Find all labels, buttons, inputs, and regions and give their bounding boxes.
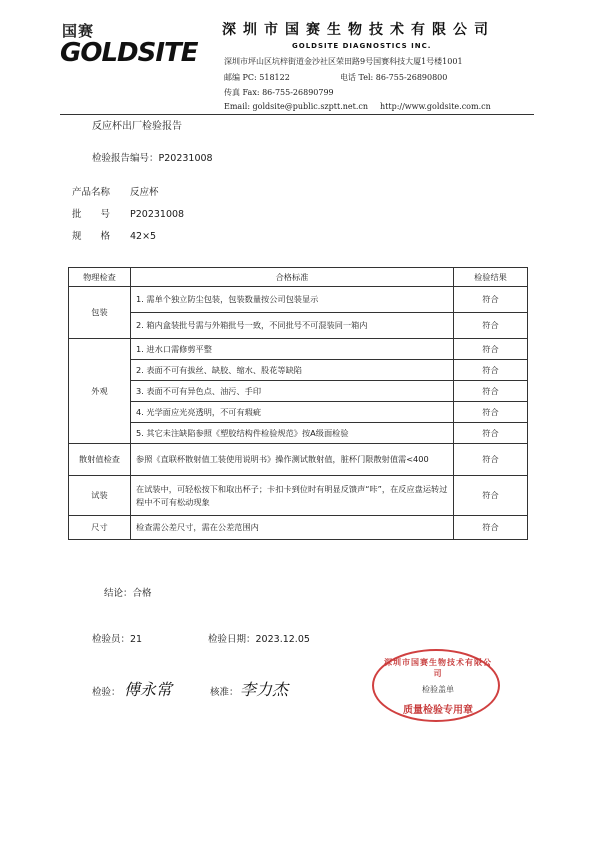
table-row	[69, 516, 528, 540]
company-name-cn: 深圳市国赛生物技术有限公司	[222, 22, 495, 38]
product-name-row	[72, 184, 159, 198]
spec-label: 规 格	[72, 231, 111, 242]
standard-cell: 1. 进水口需修剪平整	[131, 339, 454, 360]
inspector-label: 检验员：	[92, 634, 131, 645]
spec-row	[72, 228, 156, 242]
checker-label: 检验：	[92, 687, 121, 698]
product-name-value: 反应杯	[130, 187, 159, 198]
report-number-label: 检验报告编号：	[92, 153, 159, 164]
spec-value: 42×5	[130, 231, 157, 242]
company-name-en: GOLDSITE DIAGNOSTICS INC.	[292, 42, 432, 50]
standard-cell: 在试装中，可轻松按下和取出杯子；卡扣卡到位时有明显反馈声“咔”，在反应盘运转过程中不可有松动现象	[131, 476, 454, 516]
standard-cell: 检查需公差尺寸，需在公差范围内	[131, 516, 454, 540]
postcode: 邮编 PC: 518122	[224, 73, 290, 82]
result-cell: 符合	[454, 313, 528, 339]
table-row	[69, 339, 528, 360]
email: Email: goldsite@public.szptt.net.cn	[224, 102, 369, 111]
table-row	[69, 287, 528, 313]
checker-signature: 傅永常	[124, 680, 173, 699]
report-number-value: P20231008	[158, 153, 213, 164]
standard-cell: 2. 表面不可有拔丝、缺胶、缩水、股花等缺陷	[131, 360, 454, 381]
result-cell: 符合	[454, 402, 528, 423]
table-row	[69, 444, 528, 476]
table-row	[69, 402, 528, 423]
standard-cell: 2. 箱内盒装批号需与外箱批号一致，不同批号不可混装同一箱内	[131, 313, 454, 339]
category-cell: 外观	[69, 339, 131, 444]
category-cell: 试装	[69, 476, 131, 516]
result-cell: 符合	[454, 339, 528, 360]
result-cell: 符合	[454, 476, 528, 516]
result-cell: 符合	[454, 381, 528, 402]
table-row	[69, 360, 528, 381]
logo-en: GOLDSITE	[60, 38, 198, 68]
standard-cell: 4. 光学面应光亮透明，不可有瑕疵	[131, 402, 454, 423]
conclusion-label: 结论：	[104, 588, 133, 599]
date-value: 2023.12.05	[255, 634, 310, 645]
result-cell: 符合	[454, 287, 528, 313]
inspector-value: 21	[130, 634, 143, 645]
standard-cell: 5. 其它未注缺陷参照《塑胶结构件检验规范》按A级面检验	[131, 423, 454, 444]
batch-label: 批 号	[72, 209, 111, 220]
report-number	[92, 150, 213, 164]
seal-company: 深圳市国赛生物技术有限公司	[384, 658, 492, 678]
result-cell: 符合	[454, 444, 528, 476]
approver-signature: 李力杰	[240, 680, 289, 699]
product-name-label: 产品名称	[72, 187, 111, 198]
fax: 传真 Fax: 86-755-26890799	[224, 88, 334, 97]
table-row	[69, 423, 528, 444]
conclusion-value: 合格	[132, 588, 152, 599]
table-header-row	[69, 268, 528, 287]
company-address: 深圳市坪山区坑梓街道金沙社区荣田路9号国赛科技大厦1号楼1001	[224, 57, 463, 66]
conclusion	[104, 585, 152, 599]
standard-cell: 1. 需单个独立防尘包装，包装数量按公司包装显示	[131, 287, 454, 313]
phone: 电话 Tel: 86-755-26890800	[340, 73, 448, 82]
inspection-table	[68, 267, 528, 540]
seal-bottom-text: 质量检验专用章	[403, 705, 473, 716]
table-row	[69, 313, 528, 339]
batch-row	[72, 206, 184, 220]
website: http://www.goldsite.com.cn	[380, 102, 491, 111]
header-category: 物理检查	[69, 268, 131, 287]
table-row	[69, 476, 528, 516]
inspection-date	[208, 631, 310, 645]
standard-cell: 参照《直联杯散射值工装使用说明书》操作测试散射值，脏杯门限散射值需<400	[131, 444, 454, 476]
inspector	[92, 631, 142, 645]
approver-label: 核准：	[210, 687, 239, 698]
result-cell: 符合	[454, 516, 528, 540]
report-title: 反应杯出厂检验报告	[92, 121, 182, 132]
header-result: 检验结果	[454, 268, 528, 287]
category-cell: 包装	[69, 287, 131, 339]
category-cell: 尺寸	[69, 516, 131, 540]
category-cell: 散射值检查	[69, 444, 131, 476]
logo-cn: 国赛	[62, 22, 95, 40]
header-standard: 合格标准	[131, 268, 454, 287]
batch-value: P20231008	[130, 209, 185, 220]
quality-seal	[372, 649, 500, 722]
seal-inner-text: 检验盖单	[422, 685, 454, 694]
header-divider	[60, 114, 534, 115]
result-cell: 符合	[454, 360, 528, 381]
date-label: 检验日期：	[208, 634, 256, 645]
result-cell: 符合	[454, 423, 528, 444]
standard-cell: 3. 表面不可有异色点、油污、手印	[131, 381, 454, 402]
table-row	[69, 381, 528, 402]
